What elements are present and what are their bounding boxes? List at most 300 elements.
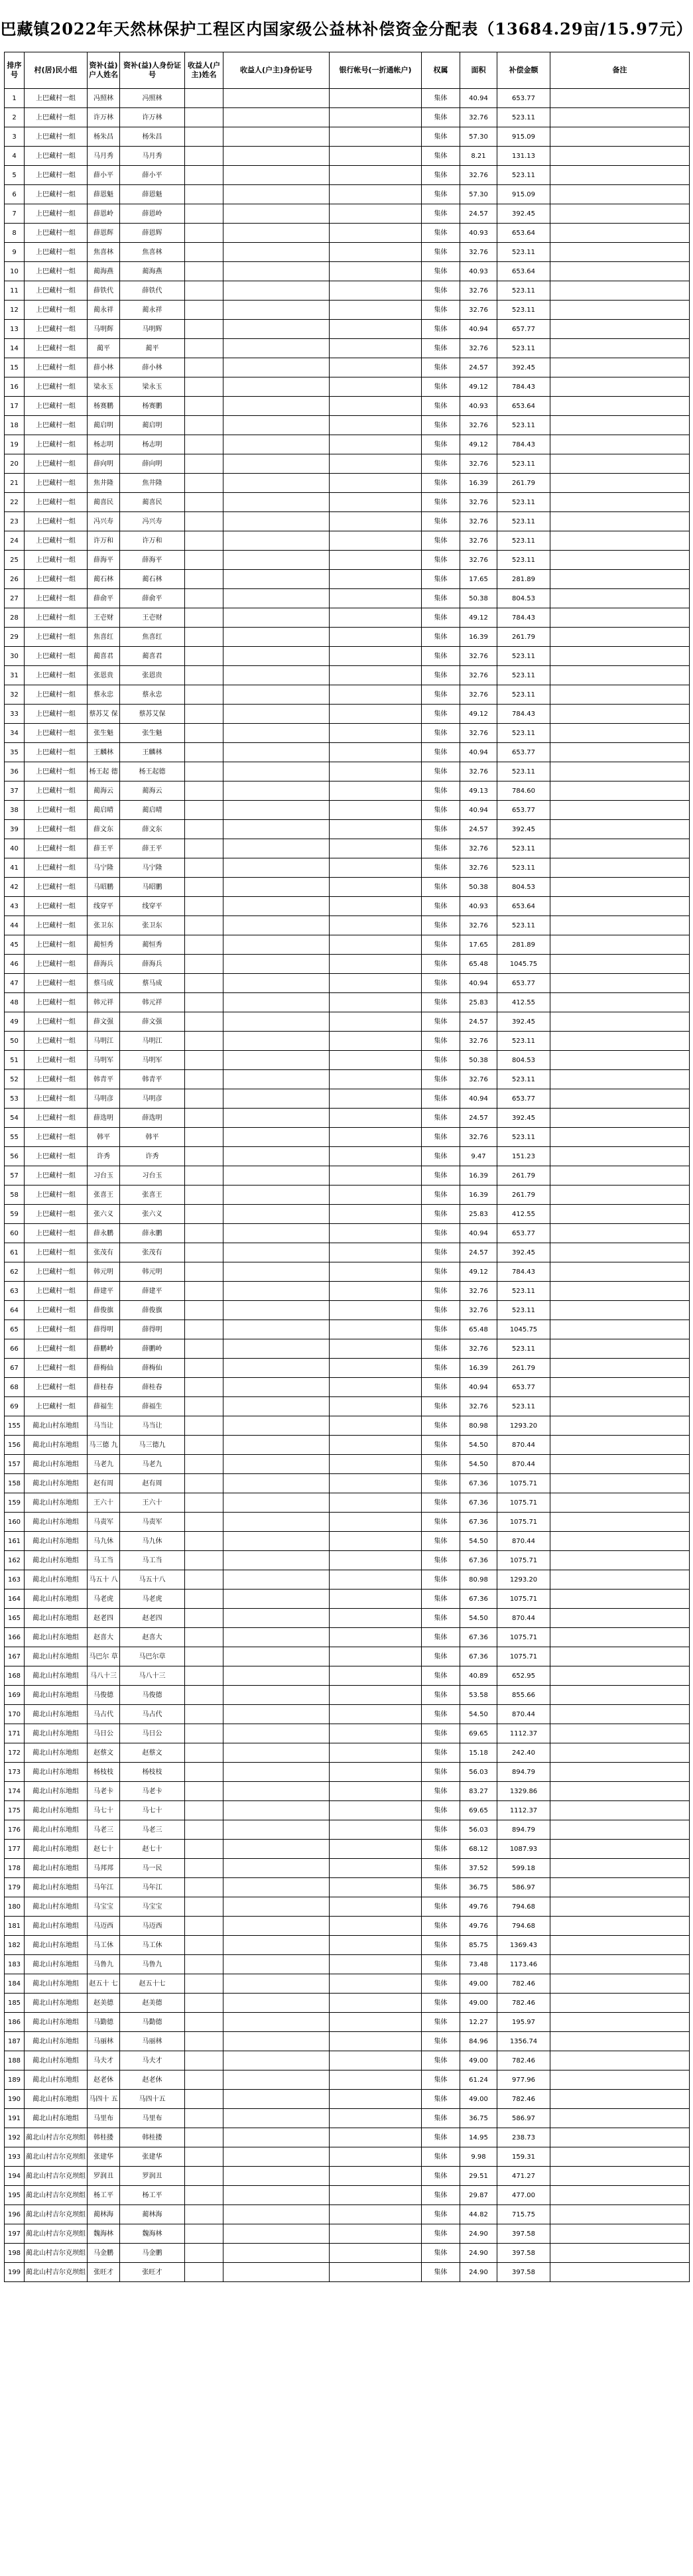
cell-remark bbox=[550, 281, 690, 301]
table-row bbox=[5, 993, 690, 1012]
cell-beneficiary-id bbox=[223, 1109, 330, 1128]
cell-seq: 44 bbox=[5, 916, 25, 935]
cell-beneficiary-name bbox=[185, 2070, 223, 2090]
cell-beneficiary-id bbox=[223, 339, 330, 358]
cell-subsidy-id: 薛俞平 bbox=[120, 589, 185, 608]
cell-seq: 2 bbox=[5, 108, 25, 127]
table-row bbox=[5, 1070, 690, 1089]
cell-group: 蔺北山村东地组 bbox=[25, 1436, 88, 1455]
cell-beneficiary-name bbox=[185, 454, 223, 474]
cell-beneficiary-id bbox=[223, 531, 330, 551]
cell-amount: 392.45 bbox=[497, 1012, 550, 1032]
cell-seq: 30 bbox=[5, 647, 25, 666]
table-row bbox=[5, 2186, 690, 2205]
cell-remark bbox=[550, 2109, 690, 2128]
cell-area: 29.87 bbox=[460, 2186, 497, 2205]
cell-beneficiary-name bbox=[185, 1436, 223, 1455]
cell-ownership: 集体 bbox=[422, 1262, 460, 1282]
cell-area: 84.96 bbox=[460, 2032, 497, 2051]
cell-bank-account bbox=[330, 339, 422, 358]
cell-beneficiary-id bbox=[223, 1840, 330, 1859]
cell-subsidy-name: 张建华 bbox=[88, 2147, 120, 2167]
cell-subsidy-name: 韩桂搂 bbox=[88, 2128, 120, 2147]
table-row bbox=[5, 1186, 690, 1205]
cell-bank-account bbox=[330, 608, 422, 628]
cell-beneficiary-id bbox=[223, 320, 330, 339]
cell-amount: 784.43 bbox=[497, 608, 550, 628]
cell-seq: 50 bbox=[5, 1032, 25, 1051]
cell-ownership: 集体 bbox=[422, 1224, 460, 1243]
cell-subsidy-name: 马占代 bbox=[88, 1705, 120, 1724]
cell-subsidy-name: 蔺恒秀 bbox=[88, 935, 120, 955]
cell-beneficiary-name bbox=[185, 301, 223, 320]
cell-subsidy-name: 马年江 bbox=[88, 1878, 120, 1897]
cell-subsidy-name: 马工休 bbox=[88, 1936, 120, 1955]
cell-beneficiary-name bbox=[185, 320, 223, 339]
cell-beneficiary-id bbox=[223, 589, 330, 608]
cell-group: 上巴藏村一组 bbox=[25, 108, 88, 127]
cell-subsidy-name: 杨朱昌 bbox=[88, 127, 120, 147]
table-row bbox=[5, 2070, 690, 2090]
cell-amount: 653.64 bbox=[497, 897, 550, 916]
cell-remark bbox=[550, 2070, 690, 2090]
cell-subsidy-id: 蔺平 bbox=[120, 339, 185, 358]
cell-ownership: 集体 bbox=[422, 243, 460, 262]
cell-beneficiary-name bbox=[185, 724, 223, 743]
cell-beneficiary-id bbox=[223, 185, 330, 204]
cell-ownership: 集体 bbox=[422, 608, 460, 628]
cell-group: 蔺北山村东地组 bbox=[25, 2032, 88, 2051]
cell-remark bbox=[550, 1147, 690, 1166]
cell-seq: 166 bbox=[5, 1628, 25, 1647]
cell-subsidy-name: 马夫才 bbox=[88, 2051, 120, 2070]
cell-subsidy-id: 马日公 bbox=[120, 1724, 185, 1743]
table-row bbox=[5, 1590, 690, 1609]
cell-area: 68.12 bbox=[460, 1840, 497, 1859]
cell-seq: 62 bbox=[5, 1262, 25, 1282]
cell-beneficiary-id bbox=[223, 2070, 330, 2090]
cell-seq: 19 bbox=[5, 435, 25, 454]
cell-amount: 281.89 bbox=[497, 570, 550, 589]
cell-beneficiary-name bbox=[185, 339, 223, 358]
cell-remark bbox=[550, 1705, 690, 1724]
cell-seq: 26 bbox=[5, 570, 25, 589]
cell-remark bbox=[550, 1532, 690, 1551]
cell-area: 16.39 bbox=[460, 1166, 497, 1186]
cell-area: 32.76 bbox=[460, 301, 497, 320]
cell-ownership: 集体 bbox=[422, 1743, 460, 1763]
cell-amount: 523.11 bbox=[497, 1282, 550, 1301]
cell-amount: 523.11 bbox=[497, 243, 550, 262]
cell-subsidy-id: 薛恩魁 bbox=[120, 185, 185, 204]
cell-subsidy-id: 焦井隆 bbox=[120, 474, 185, 493]
cell-beneficiary-id bbox=[223, 1205, 330, 1224]
table-row bbox=[5, 1705, 690, 1724]
cell-area: 49.13 bbox=[460, 781, 497, 801]
cell-beneficiary-id bbox=[223, 1032, 330, 1051]
cell-seq: 174 bbox=[5, 1782, 25, 1801]
cell-subsidy-id: 赵五十七 bbox=[120, 1974, 185, 1994]
cell-area: 32.76 bbox=[460, 531, 497, 551]
cell-ownership: 集体 bbox=[422, 1051, 460, 1070]
cell-amount: 870.44 bbox=[497, 1455, 550, 1474]
cell-remark bbox=[550, 127, 690, 147]
table-row bbox=[5, 1820, 690, 1840]
cell-subsidy-id: 张茂有 bbox=[120, 1243, 185, 1262]
cell-amount: 261.79 bbox=[497, 1166, 550, 1186]
cell-seq: 8 bbox=[5, 224, 25, 243]
cell-subsidy-id: 张喜王 bbox=[120, 1186, 185, 1205]
table-row bbox=[5, 2147, 690, 2167]
cell-group: 上巴藏村一组 bbox=[25, 1089, 88, 1109]
cell-area: 49.12 bbox=[460, 705, 497, 724]
cell-area: 32.76 bbox=[460, 551, 497, 570]
cell-group: 上巴藏村一组 bbox=[25, 493, 88, 512]
cell-bank-account bbox=[330, 512, 422, 531]
cell-bank-account bbox=[330, 108, 422, 127]
cell-area: 8.21 bbox=[460, 147, 497, 166]
cell-subsidy-id: 马勤德 bbox=[120, 2013, 185, 2032]
cell-remark bbox=[550, 2090, 690, 2109]
cell-group: 蔺北山村吉尔克坝组 bbox=[25, 2205, 88, 2224]
cell-beneficiary-id bbox=[223, 1320, 330, 1339]
cell-area: 80.98 bbox=[460, 1416, 497, 1436]
cell-subsidy-name: 蔺启明 bbox=[88, 416, 120, 435]
cell-area: 49.00 bbox=[460, 1994, 497, 2013]
cell-remark bbox=[550, 858, 690, 878]
cell-beneficiary-name bbox=[185, 2013, 223, 2032]
cell-beneficiary-name bbox=[185, 493, 223, 512]
cell-subsidy-name: 赵老休 bbox=[88, 2070, 120, 2090]
cell-subsidy-id: 薛福生 bbox=[120, 1397, 185, 1416]
cell-amount: 523.11 bbox=[497, 666, 550, 685]
cell-remark bbox=[550, 185, 690, 204]
cell-bank-account bbox=[330, 531, 422, 551]
cell-seq: 183 bbox=[5, 1955, 25, 1974]
cell-beneficiary-id bbox=[223, 2109, 330, 2128]
header-bank-account: 银行帐号(一折通帐户) bbox=[330, 52, 422, 89]
cell-group: 蔺北山村东地组 bbox=[25, 1743, 88, 1763]
cell-ownership: 集体 bbox=[422, 281, 460, 301]
cell-group: 上巴藏村一组 bbox=[25, 820, 88, 839]
cell-ownership: 集体 bbox=[422, 1666, 460, 1686]
cell-subsidy-id: 张卫东 bbox=[120, 916, 185, 935]
cell-ownership: 集体 bbox=[422, 1301, 460, 1320]
cell-group: 蔺北山村东地组 bbox=[25, 1782, 88, 1801]
cell-subsidy-id: 王壱财 bbox=[120, 608, 185, 628]
cell-ownership: 集体 bbox=[422, 1513, 460, 1532]
cell-beneficiary-id bbox=[223, 608, 330, 628]
cell-beneficiary-name bbox=[185, 2147, 223, 2167]
cell-beneficiary-name bbox=[185, 2167, 223, 2186]
cell-subsidy-name: 张旺才 bbox=[88, 2263, 120, 2282]
cell-remark bbox=[550, 570, 690, 589]
cell-subsidy-name: 马八十三 bbox=[88, 1666, 120, 1686]
cell-bank-account bbox=[330, 974, 422, 993]
cell-seq: 14 bbox=[5, 339, 25, 358]
cell-group: 蔺北山村吉尔克坝组 bbox=[25, 2244, 88, 2263]
cell-remark bbox=[550, 531, 690, 551]
document-title: 巴藏镇2022年天然林保护工程区内国家级公益林补偿资金分配表（13684.29亩/15.97元） bbox=[0, 19, 693, 38]
cell-seq: 45 bbox=[5, 935, 25, 955]
cell-beneficiary-name bbox=[185, 628, 223, 647]
cell-area: 32.76 bbox=[460, 1301, 497, 1320]
cell-subsidy-name: 赵老四 bbox=[88, 1609, 120, 1628]
cell-beneficiary-name bbox=[185, 1224, 223, 1243]
cell-amount: 261.79 bbox=[497, 474, 550, 493]
cell-remark bbox=[550, 820, 690, 839]
cell-group: 上巴藏村一组 bbox=[25, 724, 88, 743]
cell-subsidy-name: 蔺海燕 bbox=[88, 262, 120, 281]
cell-group: 上巴藏村一组 bbox=[25, 281, 88, 301]
cell-remark bbox=[550, 1243, 690, 1262]
cell-subsidy-name: 赵喜大 bbox=[88, 1628, 120, 1647]
cell-bank-account bbox=[330, 858, 422, 878]
cell-beneficiary-name bbox=[185, 1936, 223, 1955]
cell-subsidy-id: 蔺石林 bbox=[120, 570, 185, 589]
cell-ownership: 集体 bbox=[422, 1801, 460, 1820]
table-row bbox=[5, 1917, 690, 1936]
cell-area: 24.90 bbox=[460, 2224, 497, 2244]
cell-area: 32.76 bbox=[460, 281, 497, 301]
cell-subsidy-name: 马工当 bbox=[88, 1551, 120, 1570]
cell-subsidy-id: 张生魁 bbox=[120, 724, 185, 743]
cell-subsidy-id: 韩元明 bbox=[120, 1262, 185, 1282]
cell-beneficiary-name bbox=[185, 2244, 223, 2263]
cell-subsidy-name: 张六义 bbox=[88, 1205, 120, 1224]
table-row bbox=[5, 2090, 690, 2109]
cell-beneficiary-name bbox=[185, 1801, 223, 1820]
cell-seq: 11 bbox=[5, 281, 25, 301]
cell-beneficiary-id bbox=[223, 1474, 330, 1493]
cell-amount: 523.11 bbox=[497, 416, 550, 435]
cell-beneficiary-name bbox=[185, 1628, 223, 1647]
cell-seq: 3 bbox=[5, 127, 25, 147]
cell-seq: 25 bbox=[5, 551, 25, 570]
cell-bank-account bbox=[330, 1012, 422, 1032]
header-amount: 补偿金额 bbox=[497, 52, 550, 89]
cell-subsidy-id: 马明辉 bbox=[120, 320, 185, 339]
cell-subsidy-id: 许秀 bbox=[120, 1147, 185, 1166]
cell-remark bbox=[550, 358, 690, 377]
cell-beneficiary-id bbox=[223, 897, 330, 916]
cell-bank-account bbox=[330, 2224, 422, 2244]
table-row bbox=[5, 551, 690, 570]
cell-beneficiary-id bbox=[223, 474, 330, 493]
cell-bank-account bbox=[330, 551, 422, 570]
cell-group: 蔺北山村东地组 bbox=[25, 1455, 88, 1474]
cell-amount: 1045.75 bbox=[497, 955, 550, 974]
cell-beneficiary-name bbox=[185, 935, 223, 955]
cell-seq: 189 bbox=[5, 2070, 25, 2090]
cell-amount: 523.11 bbox=[497, 339, 550, 358]
cell-beneficiary-id bbox=[223, 1436, 330, 1455]
cell-subsidy-id: 马俊德 bbox=[120, 1686, 185, 1705]
cell-subsidy-id: 马占代 bbox=[120, 1705, 185, 1724]
cell-amount: 653.64 bbox=[497, 224, 550, 243]
cell-group: 蔺北山村吉尔克坝组 bbox=[25, 2263, 88, 2282]
cell-subsidy-id: 蔺启晴 bbox=[120, 801, 185, 820]
cell-group: 蔺北山村东地组 bbox=[25, 1878, 88, 1897]
cell-beneficiary-name bbox=[185, 281, 223, 301]
cell-bank-account bbox=[330, 1147, 422, 1166]
cell-area: 32.76 bbox=[460, 339, 497, 358]
cell-remark bbox=[550, 243, 690, 262]
table-row bbox=[5, 1628, 690, 1647]
cell-area: 17.65 bbox=[460, 935, 497, 955]
table-row bbox=[5, 1743, 690, 1763]
cell-ownership: 集体 bbox=[422, 1724, 460, 1743]
cell-beneficiary-name bbox=[185, 801, 223, 820]
cell-beneficiary-id bbox=[223, 166, 330, 185]
cell-beneficiary-id bbox=[223, 1089, 330, 1109]
cell-ownership: 集体 bbox=[422, 204, 460, 224]
cell-subsidy-name: 薛得明 bbox=[88, 1320, 120, 1339]
cell-amount: 523.11 bbox=[497, 916, 550, 935]
cell-area: 67.36 bbox=[460, 1474, 497, 1493]
cell-beneficiary-name bbox=[185, 89, 223, 108]
cell-group: 蔺北山村东地组 bbox=[25, 1474, 88, 1493]
cell-bank-account bbox=[330, 89, 422, 108]
cell-subsidy-name: 马五十 八 bbox=[88, 1570, 120, 1590]
cell-area: 65.48 bbox=[460, 1320, 497, 1339]
table-row bbox=[5, 1647, 690, 1666]
cell-subsidy-id: 蔡马成 bbox=[120, 974, 185, 993]
cell-amount: 523.11 bbox=[497, 531, 550, 551]
cell-subsidy-name: 马宁隆 bbox=[88, 858, 120, 878]
cell-remark bbox=[550, 108, 690, 127]
cell-subsidy-id: 蔺海云 bbox=[120, 781, 185, 801]
cell-seq: 35 bbox=[5, 743, 25, 762]
cell-bank-account bbox=[330, 993, 422, 1012]
cell-group: 上巴藏村一组 bbox=[25, 801, 88, 820]
cell-area: 40.93 bbox=[460, 897, 497, 916]
cell-amount: 653.64 bbox=[497, 262, 550, 281]
cell-seq: 1 bbox=[5, 89, 25, 108]
cell-bank-account bbox=[330, 147, 422, 166]
cell-amount: 159.31 bbox=[497, 2147, 550, 2167]
cell-bank-account bbox=[330, 2128, 422, 2147]
cell-ownership: 集体 bbox=[422, 705, 460, 724]
cell-seq: 157 bbox=[5, 1455, 25, 1474]
cell-subsidy-name: 薛海兵 bbox=[88, 955, 120, 974]
cell-seq: 23 bbox=[5, 512, 25, 531]
table-row bbox=[5, 1205, 690, 1224]
cell-amount: 653.77 bbox=[497, 1378, 550, 1397]
cell-ownership: 集体 bbox=[422, 1570, 460, 1590]
cell-amount: 652.95 bbox=[497, 1666, 550, 1686]
cell-ownership: 集体 bbox=[422, 1320, 460, 1339]
cell-subsidy-id: 马工休 bbox=[120, 1936, 185, 1955]
cell-area: 40.89 bbox=[460, 1666, 497, 1686]
cell-seq: 15 bbox=[5, 358, 25, 377]
cell-area: 54.50 bbox=[460, 1705, 497, 1724]
cell-remark bbox=[550, 628, 690, 647]
cell-subsidy-name: 马丽林 bbox=[88, 2032, 120, 2051]
cell-group: 蔺北山村东地组 bbox=[25, 1416, 88, 1436]
table-row bbox=[5, 1955, 690, 1974]
table-row bbox=[5, 1012, 690, 1032]
cell-beneficiary-id bbox=[223, 2205, 330, 2224]
cell-subsidy-name: 梁永玉 bbox=[88, 377, 120, 397]
cell-area: 25.83 bbox=[460, 1205, 497, 1224]
cell-beneficiary-id bbox=[223, 1647, 330, 1666]
cell-group: 蔺北山村东地组 bbox=[25, 1532, 88, 1551]
cell-subsidy-id: 马一民 bbox=[120, 1859, 185, 1878]
cell-area: 61.24 bbox=[460, 2070, 497, 2090]
cell-ownership: 集体 bbox=[422, 589, 460, 608]
cell-subsidy-id: 马五十八 bbox=[120, 1570, 185, 1590]
cell-ownership: 集体 bbox=[422, 2224, 460, 2244]
cell-area: 49.76 bbox=[460, 1897, 497, 1917]
table-row bbox=[5, 589, 690, 608]
cell-beneficiary-name bbox=[185, 897, 223, 916]
cell-subsidy-id: 马宁隆 bbox=[120, 858, 185, 878]
cell-ownership: 集体 bbox=[422, 127, 460, 147]
cell-remark bbox=[550, 2167, 690, 2186]
cell-group: 蔺北山村东地组 bbox=[25, 2051, 88, 2070]
cell-seq: 34 bbox=[5, 724, 25, 743]
cell-group: 蔺北山村东地组 bbox=[25, 1590, 88, 1609]
cell-bank-account bbox=[330, 1820, 422, 1840]
cell-bank-account bbox=[330, 1551, 422, 1570]
cell-amount: 653.77 bbox=[497, 1089, 550, 1109]
cell-remark bbox=[550, 2032, 690, 2051]
cell-beneficiary-name bbox=[185, 224, 223, 243]
cell-subsidy-name: 马三德 九 bbox=[88, 1436, 120, 1455]
cell-group: 上巴藏村一组 bbox=[25, 454, 88, 474]
cell-beneficiary-name bbox=[185, 916, 223, 935]
cell-remark bbox=[550, 416, 690, 435]
cell-bank-account bbox=[330, 2263, 422, 2282]
cell-area: 29.51 bbox=[460, 2167, 497, 2186]
cell-amount: 1112.37 bbox=[497, 1801, 550, 1820]
cell-remark bbox=[550, 339, 690, 358]
cell-beneficiary-name bbox=[185, 1820, 223, 1840]
cell-subsidy-name: 马里布 bbox=[88, 2109, 120, 2128]
cell-amount: 392.45 bbox=[497, 1243, 550, 1262]
cell-amount: 794.68 bbox=[497, 1897, 550, 1917]
cell-subsidy-name: 韩平 bbox=[88, 1128, 120, 1147]
cell-subsidy-name: 薛向明 bbox=[88, 454, 120, 474]
cell-beneficiary-id bbox=[223, 839, 330, 858]
cell-beneficiary-id bbox=[223, 1493, 330, 1513]
cell-bank-account bbox=[330, 955, 422, 974]
cell-amount: 523.11 bbox=[497, 762, 550, 781]
cell-subsidy-name: 许秀 bbox=[88, 1147, 120, 1166]
cell-group: 上巴藏村一组 bbox=[25, 589, 88, 608]
cell-bank-account bbox=[330, 204, 422, 224]
cell-seq: 64 bbox=[5, 1301, 25, 1320]
cell-beneficiary-id bbox=[223, 1705, 330, 1724]
cell-seq: 169 bbox=[5, 1686, 25, 1705]
cell-ownership: 集体 bbox=[422, 339, 460, 358]
cell-bank-account bbox=[330, 1609, 422, 1628]
cell-amount: 1075.71 bbox=[497, 1493, 550, 1513]
cell-group: 上巴藏村一组 bbox=[25, 608, 88, 628]
cell-beneficiary-id bbox=[223, 724, 330, 743]
cell-bank-account bbox=[330, 705, 422, 724]
cell-amount: 804.53 bbox=[497, 1051, 550, 1070]
cell-group: 蔺北山村吉尔克坝组 bbox=[25, 2186, 88, 2205]
cell-subsidy-name: 薛鹏岭 bbox=[88, 1339, 120, 1359]
cell-subsidy-name: 张生魁 bbox=[88, 724, 120, 743]
cell-beneficiary-id bbox=[223, 1012, 330, 1032]
cell-beneficiary-name bbox=[185, 647, 223, 666]
cell-bank-account bbox=[330, 435, 422, 454]
cell-beneficiary-id bbox=[223, 878, 330, 897]
cell-area: 57.30 bbox=[460, 127, 497, 147]
